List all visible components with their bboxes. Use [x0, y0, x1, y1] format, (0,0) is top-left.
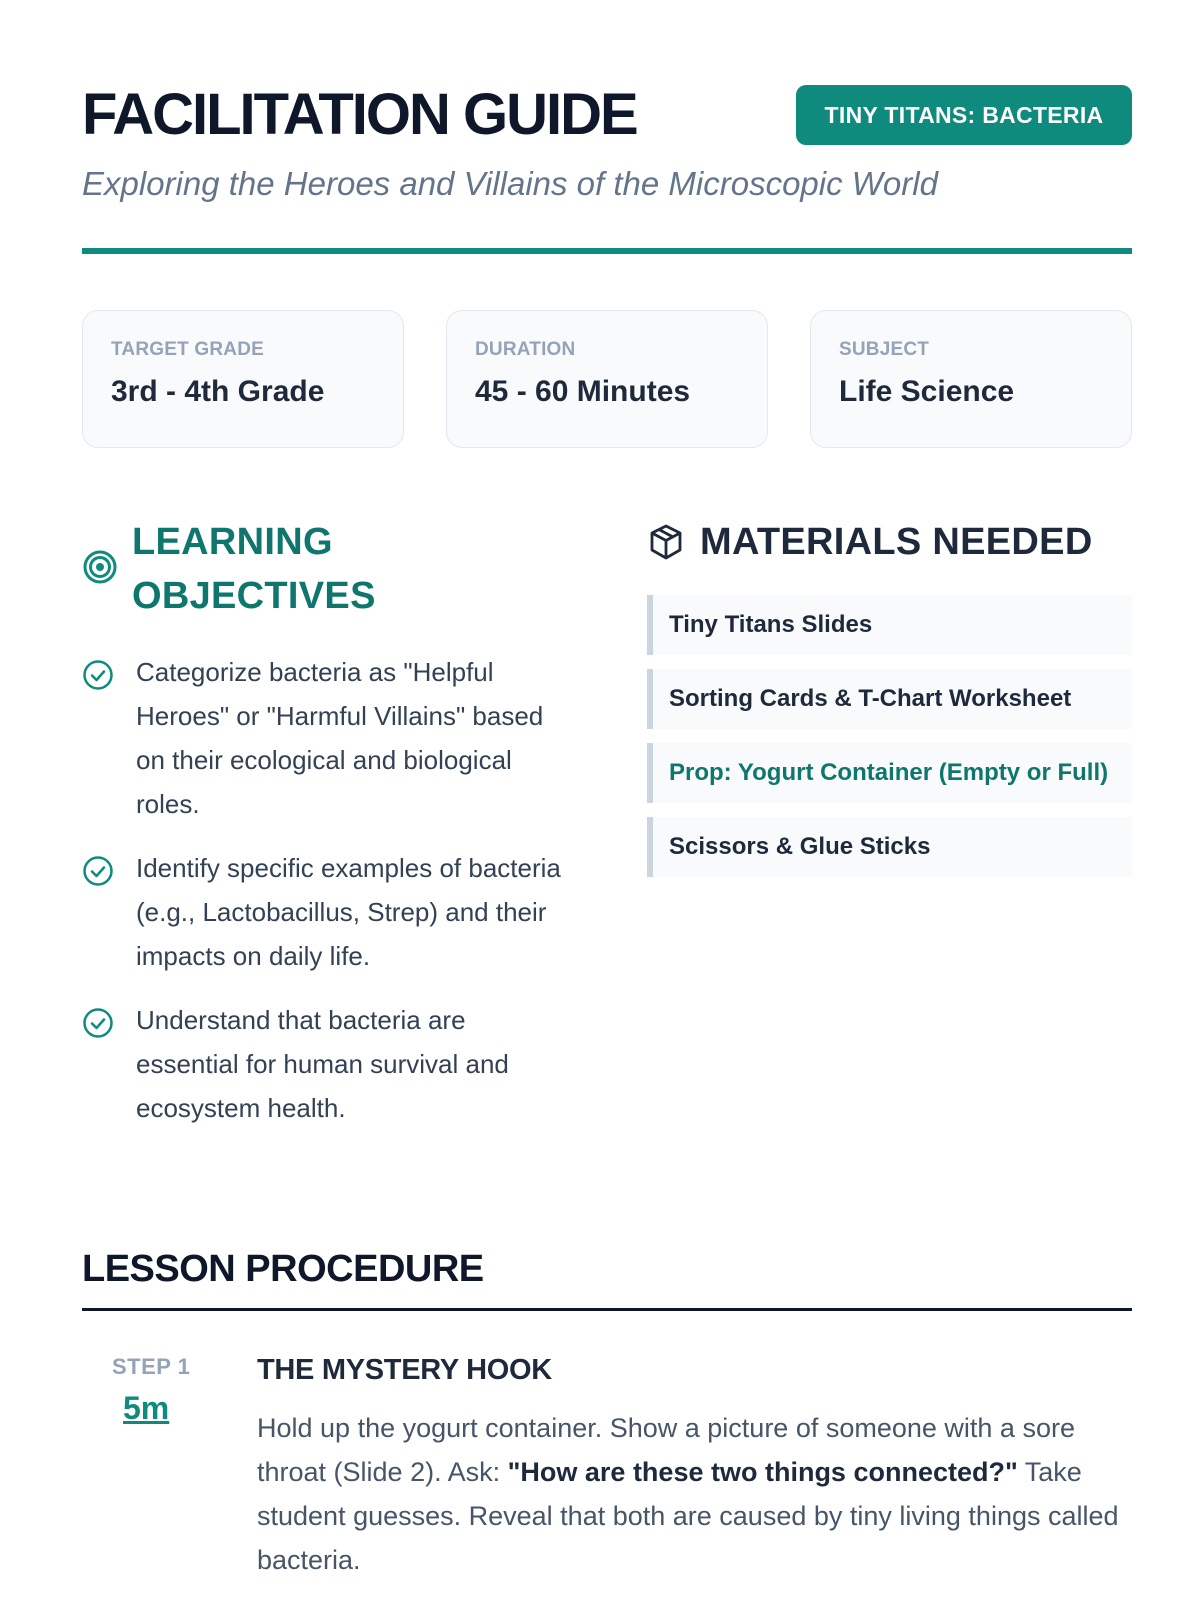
info-card-value: 45 - 60 Minutes [475, 375, 691, 408]
info-card-value: 3rd - 4th Grade [111, 375, 325, 408]
page-title: FACILITATION GUIDE [82, 82, 637, 147]
info-card-grade [82, 310, 404, 448]
list-item: Sorting Cards & T-Chart Worksheet [647, 669, 1132, 729]
step-text-part: Take student guesses. Reveal that both are caused by tiny living things called bacteria. [257, 1457, 1119, 1575]
list-item [82, 650, 562, 826]
info-card-label: DURATION [475, 339, 576, 360]
step-heading: THE MYSTERY HOOK [257, 1354, 552, 1386]
objectives-list [82, 650, 562, 1150]
info-card-label: SUBJECT [839, 339, 930, 360]
objectives-heading [82, 515, 562, 625]
box-icon [647, 523, 685, 561]
header [82, 82, 1132, 212]
materials-title: MATERIALS NEEDED [700, 521, 1093, 563]
objective-text: Identify specific examples of bacteria (e.g., Lactobacillus, Strep) and their impacts on daily life. [136, 853, 561, 971]
step-label: STEP 1 [112, 1354, 191, 1379]
list-item: Scissors & Glue Sticks [647, 817, 1132, 877]
info-card-value: Life Science [839, 375, 1015, 408]
step-text-part: Hold up the yogurt container. Show a picture of someone with a sore throat (Slide 2). Ask: [257, 1413, 1075, 1487]
materials-section [647, 515, 1132, 860]
materials-list [647, 595, 1132, 891]
info-cards [82, 310, 1132, 448]
step-description [257, 1406, 1137, 1582]
info-card-label: TARGET GRADE [111, 339, 264, 360]
info-card-duration [446, 310, 768, 448]
info-card-subject [810, 310, 1132, 448]
objective-text: Understand that bacteria are essential for human survival and ecosystem health. [136, 1005, 509, 1123]
objectives-title-line1: LEARNING [132, 521, 333, 563]
facilitation-guide-page [82, 0, 1132, 1600]
list-item: Tiny Titans Slides [647, 595, 1132, 655]
step-question: "How are these two things connected?" [507, 1457, 1018, 1487]
step-duration: 5m [123, 1390, 170, 1426]
objectives-title [132, 515, 376, 623]
procedure-title: LESSON PROCEDURE [82, 1248, 484, 1290]
check-circle-icon [82, 1007, 114, 1039]
objectives-title-line2: OBJECTIVES [132, 575, 376, 617]
list-item [82, 846, 562, 978]
page-subtitle: Exploring the Heroes and Villains of the Microscopic World [82, 165, 938, 202]
learning-objectives-section [82, 515, 562, 1123]
list-item [82, 998, 562, 1130]
header-divider [82, 248, 1132, 254]
procedure-divider [82, 1308, 1132, 1311]
check-circle-icon [82, 855, 114, 887]
target-icon [82, 549, 118, 585]
topic-badge: TINY TITANS: BACTERIA [796, 85, 1132, 145]
list-item: Prop: Yogurt Container (Empty or Full) [647, 743, 1132, 803]
materials-heading [647, 515, 1132, 575]
objective-text: Categorize bacteria as "Helpful Heroes" or "Harmful Villains" based on their ecological and biological roles. [136, 657, 544, 819]
check-circle-icon [82, 659, 114, 691]
